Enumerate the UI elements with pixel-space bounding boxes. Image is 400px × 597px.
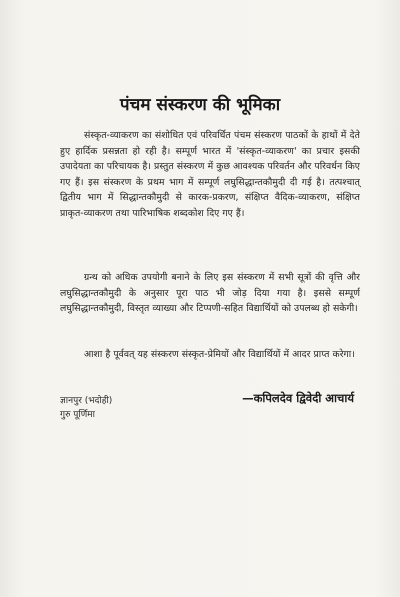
paragraph-1: संस्कृत-व्याकरण का संशोधित एवं परिवर्धित पंचम संस्करण पाठकों के हाथों में देते हुए हार्दिक प्रसन्नता हो रही है। सम्पूर्ण भारत में 'संस्कृत-व्याकरण' का प्रचार इसकी उपादेयता का परिचायक है। प्रस्तुत संस्करण में कुछ आवश्यक परिवर्तन और परिवर्धन किए गए हैं। इस संस्करण के प्रथम भाग में सम्पूर्ण लघुसिद्धान्तकौमुदी दी गई है। तत्पश्चात् द्वितीय भाग में सिद्धान्तकौमुदी से कारक-प्रकरण, संक्षिप्त वैदिक-व्याकरण, संक्षिप्त प्राकृत-व्याकरण तथा पारिभाषिक शब्दकोश दिए गए हैं। [60, 130, 360, 219]
place-block [60, 394, 112, 422]
author-signature: —कपिलदेव द्विवेदी आचार्य [242, 391, 354, 405]
page-title: पंचम संस्करण की भूमिका [119, 95, 281, 115]
occasion: गुरु पूर्णिमा [60, 410, 95, 420]
paragraph-3: आशा है पूर्ववत् यह संस्करण संस्कृत-प्रेमियों और विद्यार्थियों में आदर प्राप्त करेगा। [84, 349, 355, 360]
place-name: ज्ञानपुर (भदोही) [60, 396, 113, 406]
paragraph-2: ग्रन्थ को अधिक उपयोगी बनाने के लिए इस संस्करण में सभी सूत्रों की वृत्ति और लघुसिद्धान्तकौमुदी के अनुसार पूरा पाठ भी जोड़ दिया गया है। इससे सम्पूर्ण लघुसिद्धान्तकौमुदी, विस्तृत व्याख्या और टिप्पणी-सहित विद्यार्थियों को उपलब्ध हो सकेगी। [60, 272, 360, 315]
